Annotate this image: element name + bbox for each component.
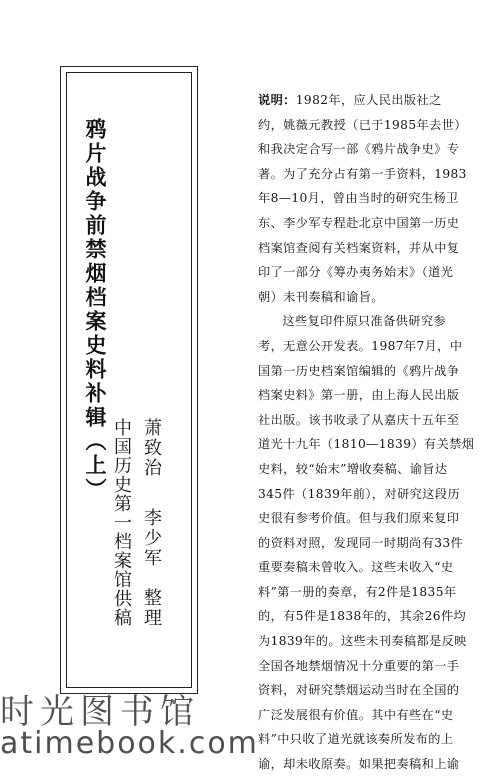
text-line: 朝）未刊奏稿和谕旨。 bbox=[258, 289, 384, 304]
text-line: 史料，较“始末”增收奏稿、谕旨达 bbox=[258, 461, 448, 476]
text-line: 档案史料》第一册，由上海人民出版 bbox=[258, 388, 460, 403]
text-line: 料”中只收了道光就该奏所发布的上 bbox=[258, 732, 454, 747]
source-institution: 中国历史第一档案馆供稿 bbox=[111, 418, 132, 627]
note-label: 说明： bbox=[258, 93, 296, 107]
text-line: 的资料对照，发现同一时期尚有33件 bbox=[258, 535, 464, 550]
text-line: 和我决定合写一部《鸦片战争史》专 bbox=[258, 142, 460, 157]
text-line: 道光十九年（1810—1839）有关禁烟 bbox=[258, 437, 475, 452]
text-line: 档案馆查阅有关档案资料，并从中复 bbox=[258, 240, 460, 255]
text-line: 重要奏稿未曾收入。这些未收入“史 bbox=[258, 560, 454, 575]
author-name-1: 萧致治 bbox=[141, 418, 162, 478]
text-line: 这些复印件原只准备供研究参 bbox=[282, 314, 447, 329]
text-line: 的，有5件是1838年的，其余26件均 bbox=[258, 609, 467, 624]
text-line: 考，无意公开发表。1987年7月，中 bbox=[258, 338, 463, 353]
text-line: 社出版。该书收录了从嘉庆十五年至 bbox=[258, 412, 460, 427]
author-name-2: 李少军 bbox=[141, 508, 162, 568]
paragraph-1-line-1 bbox=[258, 88, 478, 113]
text-line: 广泛发展很有价值。其中有些在“史 bbox=[258, 707, 454, 722]
text-line: 著。为了充分占有第一手资料，1983 bbox=[258, 166, 467, 181]
text-line: 史很有参考价值。但与我们原来复印 bbox=[258, 511, 460, 526]
paragraph-1 bbox=[258, 88, 478, 309]
watermark-site-name: 时光图书馆 bbox=[0, 692, 200, 732]
text-line: 国第一历史档案馆编辑的《鸦片战争 bbox=[258, 363, 460, 378]
text-line: 料”第一册的奏章，有2件是1835年 bbox=[258, 584, 457, 599]
text-line: 全国各地禁烟情况十分重要的第一手 bbox=[258, 658, 460, 673]
text-line: 东、李少军专程赴北京中国第一历史 bbox=[258, 215, 460, 230]
watermark-url: atimebook.com bbox=[0, 726, 259, 761]
text-line: 谕，却未收原奏。如果把奏稿和上谕 bbox=[258, 757, 460, 772]
article-title: 鸦片战争前禁烟档案史料补辑（上） bbox=[83, 118, 107, 502]
text-line: 资料，对研究禁烟运动当时在全国的 bbox=[258, 683, 460, 698]
text-line: 年8—10月，曾由当时的研究生杨卫 bbox=[258, 191, 459, 206]
text-line: 为1839年的。这些未刊奏稿都是反映 bbox=[258, 634, 467, 649]
text-line: 1982年，应人民出版社之 bbox=[295, 93, 442, 107]
text-line: 印了一部分《筹办夷务始末》（道光 bbox=[258, 265, 454, 280]
text-line: 345件（1839年前），对研究这段历 bbox=[258, 486, 461, 501]
body-text-column bbox=[258, 88, 478, 777]
text-line: 约，姚薇元教授（已于1985年去世） bbox=[258, 117, 467, 132]
editor-role: 整理 bbox=[141, 588, 162, 628]
